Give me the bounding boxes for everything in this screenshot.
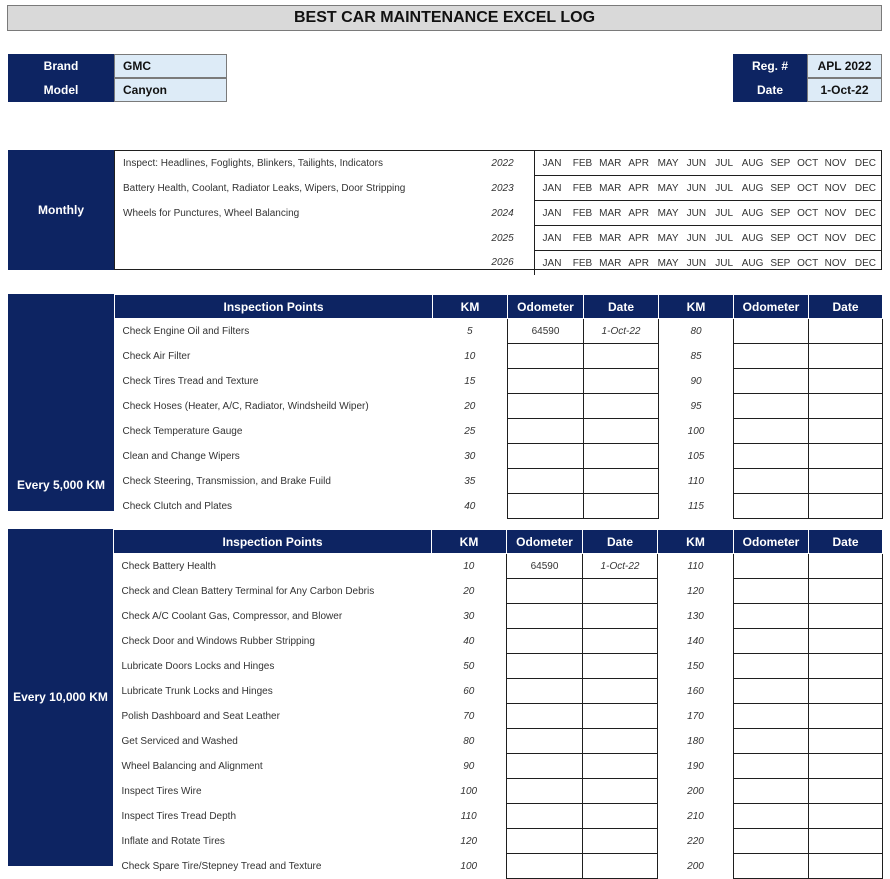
table-row xyxy=(115,369,883,394)
km-interval: 120 xyxy=(658,579,734,604)
month-cell-jun[interactable]: JUN xyxy=(683,226,710,251)
km-interval: 220 xyxy=(658,829,734,854)
monthly-row xyxy=(115,251,881,276)
month-cell-may[interactable]: MAY xyxy=(653,251,683,276)
date-cell[interactable] xyxy=(584,444,659,469)
month-cell-apr[interactable]: APR xyxy=(628,157,649,169)
month-cell-feb[interactable]: FEB xyxy=(569,226,597,251)
header-km: KM xyxy=(432,530,507,554)
km-interval: 60 xyxy=(432,679,507,704)
monthly-inspection-text xyxy=(115,251,471,276)
header-date: Date xyxy=(583,530,658,554)
table-row xyxy=(114,579,883,604)
reg-value-cell[interactable]: APL 2022 xyxy=(807,54,882,78)
month-cell-aug[interactable]: AUG xyxy=(739,201,767,226)
table-row xyxy=(114,779,883,804)
monthly-row xyxy=(115,226,881,251)
km-interval: 160 xyxy=(658,679,734,704)
odometer-cell[interactable] xyxy=(507,654,583,679)
date-cell[interactable] xyxy=(809,779,883,804)
odometer-cell[interactable] xyxy=(507,579,583,604)
month-cell-oct[interactable]: OCT xyxy=(794,176,821,201)
inspection-point: Inflate and Rotate Tires xyxy=(121,835,225,847)
date-cell[interactable] xyxy=(583,854,658,879)
monthly-row xyxy=(115,176,881,201)
km-interval: 10 xyxy=(432,554,507,579)
km-interval: 210 xyxy=(658,804,734,829)
date-cell[interactable] xyxy=(809,369,883,394)
date-cell[interactable] xyxy=(809,654,883,679)
inspection-point: Get Serviced and Washed xyxy=(121,735,238,747)
inspection-point: Check Spare Tire/Stepney Tread and Texture xyxy=(121,860,322,872)
inspection-point: Lubricate Trunk Locks and Hinges xyxy=(121,685,273,697)
reg-label: Reg. # xyxy=(733,54,807,78)
km-interval: 115 xyxy=(659,494,734,519)
date-cell[interactable] xyxy=(809,344,883,369)
month-cell-sep[interactable]: SEP xyxy=(766,251,794,276)
km-interval: 80 xyxy=(432,729,507,754)
date-cell[interactable] xyxy=(584,394,659,419)
date-cell[interactable] xyxy=(809,469,883,494)
odometer-cell[interactable] xyxy=(734,369,809,394)
odometer-cell[interactable] xyxy=(507,729,583,754)
month-cell-mar[interactable]: MAR xyxy=(596,201,624,226)
odometer-cell[interactable] xyxy=(734,319,809,344)
month-cell-jun[interactable]: JUN xyxy=(686,157,707,169)
km-interval: 110 xyxy=(658,554,734,579)
month-cell-mar[interactable]: MAR xyxy=(599,157,622,169)
odometer-cell[interactable] xyxy=(734,854,809,879)
odometer-cell[interactable] xyxy=(734,494,809,519)
header-odometer: Odometer xyxy=(734,295,809,319)
month-cell-oct[interactable]: OCT xyxy=(797,157,819,169)
monthly-row xyxy=(115,151,881,176)
month-cell-jun[interactable]: JUN xyxy=(683,251,710,276)
date-cell[interactable] xyxy=(583,829,658,854)
inspection-point: Inspect Tires Tread Depth xyxy=(121,810,237,822)
table-row xyxy=(115,469,883,494)
date-cell[interactable] xyxy=(584,494,659,519)
brand-label: Brand xyxy=(8,54,114,78)
date-cell[interactable] xyxy=(584,419,659,444)
month-cell-nov[interactable]: NOV xyxy=(821,226,850,251)
odometer-cell[interactable] xyxy=(734,344,809,369)
month-cell-sep[interactable]: SEP xyxy=(770,157,791,169)
month-cell-feb[interactable]: FEB xyxy=(569,201,597,226)
monthly-inspection-text: Wheels for Punctures, Wheel Balancing xyxy=(123,207,300,219)
date-cell[interactable] xyxy=(583,654,658,679)
monthly-inspection-text xyxy=(115,226,471,251)
header-odometer: Odometer xyxy=(507,530,583,554)
km-interval: 110 xyxy=(659,469,734,494)
km-interval: 100 xyxy=(659,419,734,444)
month-cell-dec[interactable]: DEC xyxy=(850,251,881,276)
table-row xyxy=(114,804,883,829)
header-inspection-points: Inspection Points xyxy=(114,530,432,554)
odometer-cell[interactable] xyxy=(507,829,583,854)
monthly-inspection-text: Battery Health, Coolant, Radiator Leaks, Wipers, Door Stripping xyxy=(123,182,406,194)
date-cell[interactable] xyxy=(583,704,658,729)
km-interval: 100 xyxy=(432,854,507,879)
odometer-cell[interactable] xyxy=(508,394,584,419)
month-cell-jul[interactable]: JUL xyxy=(710,201,739,226)
month-cell-aug[interactable]: AUG xyxy=(739,251,767,276)
section-5k-label: Every 5,000 KM xyxy=(16,478,106,492)
km-interval: 130 xyxy=(658,604,734,629)
odometer-cell[interactable] xyxy=(734,444,809,469)
km-interval: 20 xyxy=(433,394,508,419)
odometer-cell[interactable] xyxy=(507,854,583,879)
odometer-cell[interactable] xyxy=(734,654,809,679)
month-cell-feb[interactable]: FEB xyxy=(569,176,597,201)
month-cell-jan[interactable]: JAN xyxy=(535,201,568,226)
inspection-point: Check Engine Oil and Filters xyxy=(122,325,250,337)
date-cell[interactable] xyxy=(583,629,658,654)
odometer-cell[interactable] xyxy=(734,604,809,629)
table-row xyxy=(115,419,883,444)
date-cell[interactable] xyxy=(809,829,883,854)
month-cell-aug[interactable]: AUG xyxy=(739,226,767,251)
date-cell[interactable]: 1-Oct-22 xyxy=(584,319,659,344)
table-row xyxy=(114,754,883,779)
odometer-cell[interactable] xyxy=(734,804,809,829)
date-cell[interactable] xyxy=(809,444,883,469)
inspection-point: Check A/C Coolant Gas, Compressor, and Blower xyxy=(121,610,343,622)
odometer-cell[interactable] xyxy=(508,419,584,444)
month-cell-nov[interactable]: NOV xyxy=(824,157,847,169)
inspection-point: Check Temperature Gauge xyxy=(122,425,243,437)
km-interval: 40 xyxy=(432,629,507,654)
header-km: KM xyxy=(659,295,734,319)
km-interval: 90 xyxy=(659,369,734,394)
month-cell-apr[interactable]: APR xyxy=(624,251,653,276)
month-cell-may[interactable]: MAY xyxy=(653,176,683,201)
odometer-cell[interactable] xyxy=(507,804,583,829)
date-cell[interactable] xyxy=(809,554,883,579)
km-interval: 200 xyxy=(658,779,734,804)
header-date: Date xyxy=(809,295,883,319)
month-cell-oct[interactable]: OCT xyxy=(794,226,821,251)
odometer-cell[interactable] xyxy=(507,604,583,629)
month-cell-jul[interactable]: JUL xyxy=(715,157,734,169)
inspection-point: Check Hoses (Heater, A/C, Radiator, Windsheild Wiper) xyxy=(122,400,369,412)
km-interval: 5 xyxy=(433,319,508,344)
inspection-point: Check and Clean Battery Terminal for Any Carbon Debris xyxy=(121,585,375,597)
monthly-year: 2026 xyxy=(491,257,514,269)
table-row xyxy=(114,554,883,579)
km-interval: 140 xyxy=(658,629,734,654)
table-row xyxy=(114,854,883,879)
km-interval: 190 xyxy=(658,754,734,779)
date-cell[interactable] xyxy=(809,729,883,754)
table-row xyxy=(114,654,883,679)
odometer-cell[interactable] xyxy=(734,469,809,494)
odometer-cell[interactable] xyxy=(734,779,809,804)
header-date: Date xyxy=(809,530,883,554)
month-cell-dec[interactable]: DEC xyxy=(850,201,881,226)
month-cell-nov[interactable]: NOV xyxy=(821,251,850,276)
header-km: KM xyxy=(658,530,734,554)
date-cell[interactable] xyxy=(583,679,658,704)
month-cell-oct[interactable]: OCT xyxy=(794,251,821,276)
section-5k-panel xyxy=(8,294,114,511)
km-interval: 30 xyxy=(432,604,507,629)
odometer-cell[interactable] xyxy=(508,369,584,394)
date-cell[interactable] xyxy=(809,629,883,654)
date-cell[interactable] xyxy=(809,419,883,444)
month-cell-jan[interactable]: JAN xyxy=(542,157,562,169)
odometer-cell[interactable] xyxy=(734,729,809,754)
section-10k-panel xyxy=(8,529,113,866)
odometer-cell[interactable] xyxy=(508,469,584,494)
month-cell-jan[interactable]: JAN xyxy=(535,176,568,201)
header-odometer: Odometer xyxy=(734,530,809,554)
odometer-cell[interactable] xyxy=(734,829,809,854)
month-cell-may[interactable]: MAY xyxy=(653,226,683,251)
month-cell-mar[interactable]: MAR xyxy=(596,226,624,251)
header-odometer: Odometer xyxy=(508,295,584,319)
odometer-cell[interactable] xyxy=(507,629,583,654)
km-interval: 50 xyxy=(432,654,507,679)
inspection-point: Lubricate Doors Locks and Hinges xyxy=(121,660,275,672)
table-row xyxy=(114,829,883,854)
km-interval: 40 xyxy=(433,494,508,519)
inspection-point: Polish Dashboard and Seat Leather xyxy=(121,710,280,722)
km-interval: 110 xyxy=(432,804,507,829)
inspection-point: Inspect Tires Wire xyxy=(121,785,202,797)
header-inspection-points: Inspection Points xyxy=(115,295,433,319)
km-interval: 90 xyxy=(432,754,507,779)
monthly-table xyxy=(114,150,882,270)
month-cell-nov[interactable]: NOV xyxy=(821,176,850,201)
date-cell[interactable] xyxy=(809,579,883,604)
date-cell[interactable] xyxy=(583,604,658,629)
header-date: Date xyxy=(584,295,659,319)
month-cell-jan[interactable]: JAN xyxy=(535,226,568,251)
date-cell[interactable] xyxy=(809,804,883,829)
odometer-cell[interactable] xyxy=(508,344,584,369)
month-cell-jul[interactable]: JUL xyxy=(710,176,739,201)
month-cell-may[interactable]: MAY xyxy=(657,157,679,169)
month-cell-sep[interactable]: SEP xyxy=(766,176,794,201)
date-cell[interactable] xyxy=(809,494,883,519)
month-cell-mar[interactable]: MAR xyxy=(596,176,624,201)
date-cell[interactable] xyxy=(584,469,659,494)
date-cell[interactable] xyxy=(809,604,883,629)
month-cell-apr[interactable]: APR xyxy=(624,226,653,251)
inspection-point: Check Clutch and Plates xyxy=(122,500,233,512)
odometer-cell[interactable] xyxy=(507,679,583,704)
date-label: Date xyxy=(733,78,807,102)
month-cell-feb[interactable]: FEB xyxy=(572,157,593,169)
table-row xyxy=(114,629,883,654)
table-row xyxy=(115,494,883,519)
model-value-cell[interactable]: Canyon xyxy=(114,78,227,102)
month-cell-may[interactable]: MAY xyxy=(653,201,683,226)
km-interval: 85 xyxy=(659,344,734,369)
km-interval: 95 xyxy=(659,394,734,419)
section-5k-table xyxy=(114,294,882,519)
date-cell[interactable] xyxy=(809,679,883,704)
model-label: Model xyxy=(8,78,114,102)
inspection-point: Wheel Balancing and Alignment xyxy=(121,760,263,772)
km-interval: 35 xyxy=(433,469,508,494)
month-cell-aug[interactable]: AUG xyxy=(739,176,767,201)
table-row xyxy=(114,679,883,704)
table-row xyxy=(115,344,883,369)
inspection-point: Check Battery Health xyxy=(121,560,216,572)
month-cell-aug[interactable]: AUG xyxy=(741,157,764,169)
month-cell-dec[interactable]: DEC xyxy=(850,176,881,201)
date-cell[interactable]: 1-Oct-22 xyxy=(583,554,658,579)
monthly-year: 2022 xyxy=(491,157,514,169)
odometer-cell[interactable] xyxy=(507,704,583,729)
odometer-cell[interactable] xyxy=(734,419,809,444)
km-interval: 120 xyxy=(432,829,507,854)
table-row xyxy=(115,444,883,469)
month-cell-apr[interactable]: APR xyxy=(624,176,653,201)
odometer-cell[interactable] xyxy=(734,394,809,419)
monthly-row xyxy=(115,201,881,226)
date-cell[interactable] xyxy=(809,394,883,419)
odometer-cell[interactable] xyxy=(734,679,809,704)
km-interval: 100 xyxy=(432,779,507,804)
odometer-cell[interactable] xyxy=(734,629,809,654)
section-10k-table xyxy=(113,529,882,879)
km-interval: 170 xyxy=(658,704,734,729)
odometer-cell[interactable] xyxy=(507,754,583,779)
month-cell-jul[interactable]: JUL xyxy=(710,226,739,251)
date-cell[interactable] xyxy=(809,319,883,344)
month-cell-dec[interactable]: DEC xyxy=(850,226,881,251)
month-cell-jun[interactable]: JUN xyxy=(683,176,710,201)
date-cell[interactable] xyxy=(583,729,658,754)
inspection-point: Check Steering, Transmission, and Brake Fuild xyxy=(122,475,331,487)
date-cell[interactable] xyxy=(583,754,658,779)
km-interval: 80 xyxy=(659,319,734,344)
odometer-cell[interactable] xyxy=(734,579,809,604)
date-value-cell[interactable]: 1-Oct-22 xyxy=(807,78,882,102)
month-cell-jan[interactable]: JAN xyxy=(535,251,568,276)
km-interval: 30 xyxy=(433,444,508,469)
monthly-year: 2023 xyxy=(491,182,514,194)
section-10k-label: Every 10,000 KM xyxy=(13,690,108,704)
month-cell-oct[interactable]: OCT xyxy=(794,201,821,226)
month-cell-mar[interactable]: MAR xyxy=(596,251,624,276)
monthly-year: 2024 xyxy=(491,207,514,219)
km-interval: 150 xyxy=(658,654,734,679)
table-row xyxy=(115,319,883,344)
monthly-section-label: Monthly xyxy=(8,150,114,270)
km-interval: 70 xyxy=(432,704,507,729)
odometer-cell[interactable] xyxy=(508,494,584,519)
date-cell[interactable] xyxy=(584,344,659,369)
km-interval: 180 xyxy=(658,729,734,754)
inspection-point: Check Air Filter xyxy=(122,350,191,362)
km-interval: 200 xyxy=(658,854,734,879)
km-interval: 15 xyxy=(433,369,508,394)
inspection-point: Check Door and Windows Rubber Stripping xyxy=(121,635,315,647)
month-cell-feb[interactable]: FEB xyxy=(569,251,597,276)
table-row xyxy=(114,604,883,629)
brand-value-cell[interactable]: GMC xyxy=(114,54,227,78)
date-cell[interactable] xyxy=(809,704,883,729)
date-cell[interactable] xyxy=(584,369,659,394)
date-cell[interactable] xyxy=(583,779,658,804)
table-row xyxy=(114,729,883,754)
month-cell-apr[interactable]: APR xyxy=(624,201,653,226)
inspection-point: Check Tires Tread and Texture xyxy=(122,375,259,387)
date-cell[interactable] xyxy=(809,854,883,879)
table-row xyxy=(114,704,883,729)
date-cell[interactable] xyxy=(809,754,883,779)
month-cell-sep[interactable]: SEP xyxy=(766,226,794,251)
month-cell-sep[interactable]: SEP xyxy=(766,201,794,226)
odometer-cell[interactable] xyxy=(508,444,584,469)
month-cell-jul[interactable]: JUL xyxy=(710,251,739,276)
inspection-point: Clean and Change Wipers xyxy=(122,450,240,462)
month-cell-jun[interactable]: JUN xyxy=(683,201,710,226)
table-row xyxy=(115,394,883,419)
date-cell[interactable] xyxy=(583,804,658,829)
odometer-cell[interactable] xyxy=(734,554,809,579)
odometer-cell[interactable] xyxy=(507,779,583,804)
month-cell-nov[interactable]: NOV xyxy=(821,201,850,226)
monthly-inspection-text: Inspect: Headlines, Foglights, Blinkers, Tailights, Indicators xyxy=(123,157,383,169)
km-interval: 25 xyxy=(433,419,508,444)
monthly-year: 2025 xyxy=(491,232,514,244)
odometer-cell[interactable] xyxy=(734,754,809,779)
km-interval: 20 xyxy=(432,579,507,604)
header-km: KM xyxy=(433,295,508,319)
odometer-cell[interactable] xyxy=(734,704,809,729)
odometer-cell[interactable]: 64590 xyxy=(508,319,584,344)
page-title: BEST CAR MAINTENANCE EXCEL LOG xyxy=(7,5,882,31)
date-cell[interactable] xyxy=(583,579,658,604)
km-interval: 10 xyxy=(433,344,508,369)
km-interval: 105 xyxy=(659,444,734,469)
month-cell-dec[interactable]: DEC xyxy=(854,157,876,169)
odometer-cell[interactable]: 64590 xyxy=(507,554,583,579)
